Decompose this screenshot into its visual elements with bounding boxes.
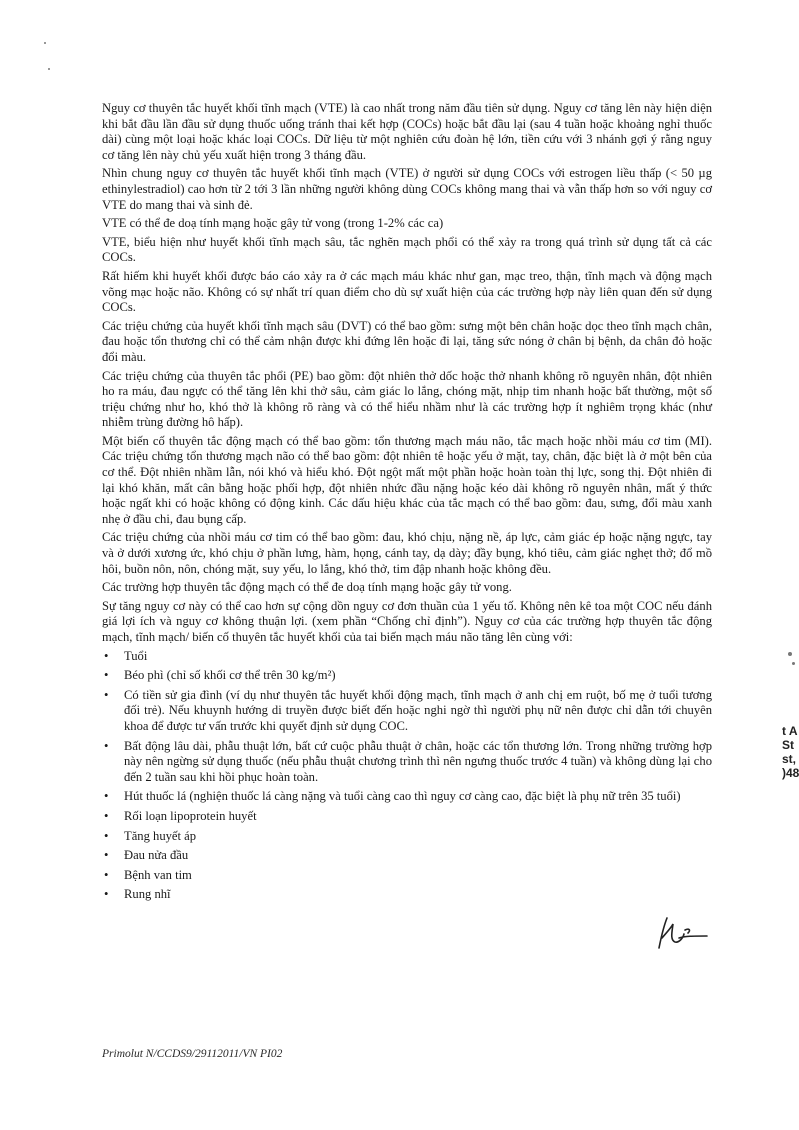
signature-icon	[655, 912, 711, 957]
list-item	[102, 829, 712, 845]
risk-factor-text: Bệnh van tim	[124, 867, 192, 882]
bullet-icon: •	[104, 867, 109, 882]
list-item	[102, 868, 712, 884]
edge-line: st,	[782, 752, 797, 766]
list-item	[102, 668, 712, 684]
list-item	[102, 848, 712, 864]
footer-document-code: Primolut N/CCDS9/29112011/VN PI02	[102, 1048, 283, 1060]
paragraph-arterial-fatal: Các trường hợp thuyên tắc động mạch có thể đe doạ tính mạng hoặc gây tử vong.	[102, 580, 512, 595]
document-body	[102, 101, 712, 907]
risk-factor-text: Đau nửa đầu	[124, 848, 189, 863]
scan-speck	[44, 42, 46, 44]
list-item	[102, 649, 712, 665]
paragraph-vte-first-year: Nguy cơ thuyên tắc huyết khối tĩnh mạch (VTE) là cao nhất trong năm đầu tiên sử dụng. Nguy cơ tăng lên này hiện diện khi bắt đầu lần đầu sử dụng thuốc uống tránh thai kết hợp (COCs) hoặc bắt đầu lại (sau 4 tuần hoặc khoảng nghỉ thuốc dài) cùng một loại hoặc khác loại COCs. Dữ liệu từ một nghiên cứu đoàn hệ lớn, tiền cứu với 3 nhánh gợi ý rằng nguy cơ tăng lên này chủ yếu xuất hiện trong 3 tháng đầu.	[102, 101, 712, 162]
bullet-icon: •	[104, 828, 109, 843]
edge-line: )48	[782, 766, 799, 780]
risk-factor-text: Hút thuốc lá (nghiện thuốc lá càng nặng và tuổi càng cao thì nguy cơ càng cao, đặc biệt là phụ nữ trên 35 tuổi)	[124, 789, 681, 804]
risk-factor-text: Tăng huyết áp	[124, 828, 197, 843]
risk-factor-text: Tuổi	[124, 648, 148, 663]
paragraph-arterial-events: Một biến cố thuyên tắc động mạch có thể bao gồm: tổn thương mạch máu não, tắc mạch hoặc nhồi máu cơ tim (MI). Các triệu chứng tổn thương mạch não có thể bao gồm: đột nhiên tê hoặc yếu ở mặt, tay, chân, đặc biệt là ở một bên của cơ thể. Đột nhiên nhầm lẫn, nói khó và hiểu khó. Đột ngột mất một phần hoặc hoàn toàn thị lực, song thị. Đột nhiên đi lại khó khăn, mất cân bằng hoặc phối hợp, đột nhiên nhức đầu nặng hoặc kéo dài không rõ nguyên nhân, mất ý thức hoặc ngất khi có hoặc không có động kinh. Các dấu hiệu khác của tắc mạch có thể bao gồm: đau, sưng, đổi màu xanh nhẹ ở đầu chi, đau bụng cấp.	[102, 433, 712, 526]
risk-factor-text: Có tiền sử gia đình (ví dụ như thuyên tắc huyết khối động mạch, tĩnh mạch ở anh chị em ruột, bố mẹ ở tuổi tương đối trẻ). Nếu khuynh hướng di truyền được biết đến hoặc nghi ngờ thì người phụ nữ nên được chỉ dẫn tới chuyên khoa để được tư vấn trước khi quyết định sử dụng COC.	[124, 687, 712, 733]
paragraph-vte-low-dose-risk: Nhìn chung nguy cơ thuyên tắc huyết khối tĩnh mạch (VTE) ở người sử dụng COCs với estrogen liều thấp (< 50 µg ethinylestradiol) cao hơn từ 2 tới 3 lần những người không dùng COCs không mang thai và vẫn thấp hơn so với nguy cơ VTE do mang thai và sinh đẻ.	[102, 166, 712, 212]
risk-factor-text: Béo phì (chỉ số khối cơ thể trên 30 kg/m²)	[124, 668, 336, 683]
edge-line: t A	[782, 724, 798, 738]
bullet-icon: •	[104, 648, 109, 663]
risk-factor-list	[102, 649, 712, 903]
paragraph-dvt-symptoms: Các triệu chứng của huyết khối tĩnh mạch sâu (DVT) có thể bao gồm: sưng một bên chân hoặc dọc theo tĩnh mạch chân, đau hoặc tổn thương chỉ có thể cảm nhận được khi đứng lên hoặc đi lại, tăng sức nóng ở chân bị bệnh, da chân đỏ hoặc đổi màu.	[102, 318, 712, 364]
risk-factor-text: Rung nhĩ	[124, 887, 171, 902]
scan-speck	[48, 68, 50, 70]
scan-speck	[792, 662, 795, 665]
scan-speck	[788, 652, 792, 656]
paragraph-rare-thrombosis: Rất hiếm khi huyết khối được báo cáo xảy ra ở các mạch máu khác như gan, mạc treo, thận, tĩnh mạch và động mạch võng mạc hoặc não. Không có sự nhất trí quan điểm cho dù sự xuất hiện của các trường hợp này liên quan đến sử dụng COCs.	[102, 268, 712, 315]
paragraph-pe-symptoms: Các triệu chứng của thuyên tắc phổi (PE) bao gồm: đột nhiên thở dốc hoặc thở nhanh không rõ nguyên nhân, đột nhiên ho ra máu, đau ngực có thể tăng lên khi thở sâu, cảm giác lo lắng, chóng mặt, nhịp tim nhanh hoặc bất thường, một số triệu chứng như ho, khó thở là không rõ ràng và có thể hiểu nhầm như là các trường hợp ít nghiêm trọng khác (như nhiễm trùng đường hô hấp).	[102, 368, 712, 430]
paragraph-mi-symptoms: Các triệu chứng của nhồi máu cơ tim có thể bao gồm: đau, khó chịu, nặng nề, áp lực, cảm giác ép hoặc nặng ngực, tay và ở dưới xương ức, khó chịu ở phần lưng, hàm, họng, cánh tay, dạ dày; đầy bụng, khó tiêu, cảm giác nghẹt thở; đổ mồ hôi, buồn nôn, nôn, chóng mặt, suy yếu, lo lắng, khó thở, tim đập nhanh hoặc không đều.	[102, 530, 712, 576]
list-item	[102, 887, 712, 903]
list-item	[102, 739, 712, 786]
bullet-icon: •	[104, 668, 109, 683]
paragraph-vte-manifestation: VTE, biểu hiện như huyết khối tĩnh mạch sâu, tắc nghẽn mạch phổi có thể xảy ra trong quá trình sử dụng tất cả các COCs.	[102, 234, 712, 265]
edge-line: St	[782, 738, 794, 752]
bullet-icon: •	[104, 789, 109, 804]
paragraph-risk-increase: Sự tăng nguy cơ này có thể cao hơn sự cộng dồn nguy cơ đơn thuần của 1 yếu tố. Không nên kê toa một COC nếu đánh giá lợi ích và nguy cơ không thuận lợi. (xem phần “Chống chỉ định”). Nguy cơ của các trường hợp thuyên tắc động mạch, tĩnh mạch/ biến cố thuyên tắc huyết khối của tai biến mạch máu não tăng lên cùng với:	[102, 598, 712, 644]
bullet-icon: •	[104, 887, 109, 902]
bullet-icon: •	[104, 808, 109, 823]
list-item	[102, 809, 712, 825]
paragraph-vte-fatal: VTE có thể đe doạ tính mạng hoặc gây tử vong (trong 1-2% các ca)	[102, 216, 444, 231]
risk-factor-text: Bất động lâu dài, phẫu thuật lớn, bất cứ cuộc phẫu thuật ở chân, hoặc các tổn thương lớn. Trong những trường hợp này nên ngừng sử dụng thuốc (nếu phẫu thuật chương trình thì nên ngưng thuốc trước 4 tuần) và không dùng lại cho đến 2 tuần sau khi hồi phục hoàn toàn.	[124, 738, 712, 784]
list-item	[102, 789, 712, 805]
list-item	[102, 688, 712, 735]
bullet-icon: •	[104, 687, 109, 702]
bullet-icon: •	[104, 738, 109, 753]
bullet-icon: •	[104, 848, 109, 863]
risk-factor-text: Rối loạn lipoprotein huyết	[124, 808, 257, 823]
edge-text-fragment	[782, 724, 799, 780]
